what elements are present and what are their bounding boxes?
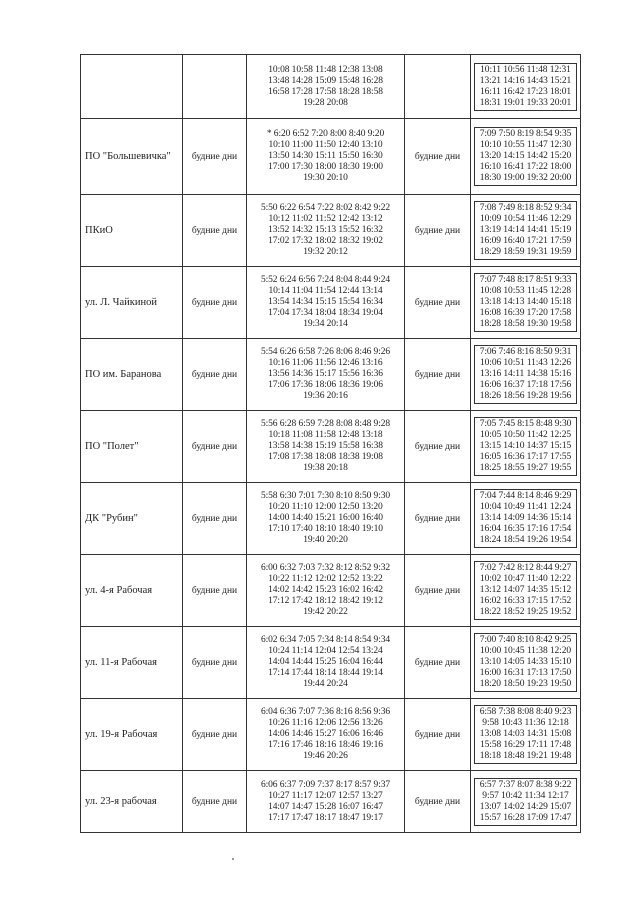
day-type-direction-2: будние дни — [405, 267, 471, 339]
stop-name: ПО "Большевичка" — [81, 119, 183, 195]
schedule-row — [81, 339, 581, 411]
schedule-row — [81, 771, 581, 833]
stop-name: ПО "Полет" — [81, 411, 183, 483]
schedule-row — [81, 627, 581, 699]
times-direction-1: 5:56 6:28 6:59 7:28 8:08 8:48 9:28 10:18 11:08 11:58 12:48 13:18 13:58 14:38 15:19 15:58 16:38 17:08 17:38 18:08 18:38 19:08 19:38 20:18 — [247, 411, 405, 483]
day-type-direction-1: будние дни — [183, 555, 247, 627]
schedule-row — [81, 411, 581, 483]
times-direction-2-cell — [471, 411, 581, 483]
stop-name: ул. Л. Чайкиной — [81, 267, 183, 339]
times-direction-1: 5:54 6:26 6:58 7:26 8:06 8:46 9:26 10:16 11:06 11:56 12:46 13:16 13:56 14:36 15:17 15:56 16:36 17:06 17:36 18:06 18:36 19:06 19:36 20:16 — [247, 339, 405, 411]
times-direction-2: 7:04 7:44 8:14 8:46 9:29 10:04 10:49 11:41 12:24 13:14 14:09 14:36 15:14 16:04 16:35 17:16 17:54 18:24 18:54 19:26 19:54 — [474, 489, 577, 548]
times-direction-1: 5:58 6:30 7:01 7:30 8:10 8:50 9:30 10:20 11:10 12:00 12:50 13:20 14:00 14:40 15:21 16:00 16:40 17:10 17:40 18:10 18:40 19:10 19:40 20:20 — [247, 483, 405, 555]
times-direction-2-cell — [471, 339, 581, 411]
day-type-direction-1: будние дни — [183, 483, 247, 555]
schedule-row — [81, 555, 581, 627]
times-direction-2: 7:06 7:46 8:16 8:50 9:31 10:06 10:51 11:43 12:26 13:16 14:11 14:38 15:16 16:06 16:37 17:18 17:56 18:26 18:56 19:28 19:56 — [474, 345, 577, 404]
times-direction-2: 7:07 7:48 8:17 8:51 9:33 10:08 10:53 11:45 12:28 13:18 14:13 14:40 15:18 16:08 16:39 17:20 17:58 18:28 18:58 19:30 19:58 — [474, 273, 577, 332]
day-type-direction-2: будние дни — [405, 411, 471, 483]
day-type-direction-2: будние дни — [405, 195, 471, 267]
stop-name: ул. 23-я рабочая — [81, 771, 183, 833]
times-direction-2-cell — [471, 195, 581, 267]
times-direction-1: 6:02 6:34 7:05 7:34 8:14 8:54 9:34 10:24 11:14 12:04 12:54 13:24 14:04 14:44 15:25 16:04 16:44 17:14 17:44 18:14 18:44 19:14 19:44 20:24 — [247, 627, 405, 699]
day-type-direction-1: будние дни — [183, 195, 247, 267]
stop-name: ул. 11-я Рабочая — [81, 627, 183, 699]
times-direction-2-cell — [471, 555, 581, 627]
day-type-direction-2: будние дни — [405, 119, 471, 195]
stop-name: ПКиО — [81, 195, 183, 267]
times-direction-2: 7:09 7:50 8:19 8:54 9:35 10:10 10:55 11:47 12:30 13:20 14:15 14:42 15:20 16:10 16:41 17:22 18:00 18:30 19:00 19:32 20:00 — [474, 127, 577, 186]
times-direction-1: * 6:20 6:52 7:20 8:00 8:40 9:20 10:10 11:00 11:50 12:40 13:10 13:50 14:30 15:11 15:50 16:30 17:00 17:30 18:00 18:30 19:00 19:30 20:10 — [247, 119, 405, 195]
times-direction-2-cell — [471, 119, 581, 195]
schedule-row — [81, 699, 581, 771]
day-type-direction-1: будние дни — [183, 699, 247, 771]
times-direction-2-cell — [471, 699, 581, 771]
times-direction-2-cell — [471, 771, 581, 833]
day-type-direction-2: будние дни — [405, 555, 471, 627]
day-type-direction-1: будние дни — [183, 119, 247, 195]
day-type-direction-2: будние дни — [405, 699, 471, 771]
times-direction-1: 6:06 6:37 7:09 7:37 8:17 8:57 9:37 10:27 11:17 12:07 12:57 13:27 14:07 14:47 15:28 16:07 16:47 17:17 17:47 18:17 18:47 19:17 — [247, 771, 405, 833]
stop-name — [81, 55, 183, 119]
times-direction-1: 6:04 6:36 7:07 7:36 8:16 8:56 9:36 10:26 11:16 12:06 12:56 13:26 14:06 14:46 15:27 16:06 16:46 17:16 17:46 18:16 18:46 19:16 19:46 20:26 — [247, 699, 405, 771]
times-direction-2-cell — [471, 55, 581, 119]
times-direction-2: 7:05 7:45 8:15 8:48 9:30 10:05 10:50 11:42 12:25 13:15 14:10 14:37 15:15 16:05 16:36 17:17 17:55 18:25 18:55 19:27 19:55 — [474, 417, 577, 476]
times-direction-2-cell — [471, 483, 581, 555]
times-direction-2: 6:58 7:38 8:08 8:40 9:23 9:58 10:43 11:36 12:18 13:08 14:03 14:31 15:08 15:58 16:29 17:11 17:48 18:18 18:48 19:21 19:48 — [474, 705, 577, 764]
schedule-row — [81, 119, 581, 195]
times-direction-1: 10:08 10:58 11:48 12:38 13:08 13:48 14:28 15:09 15:48 16:28 16:58 17:28 17:58 18:28 18:58 19:28 20:08 — [247, 55, 405, 119]
day-type-direction-2: будние дни — [405, 339, 471, 411]
times-direction-2: 7:08 7:49 8:18 8:52 9:34 10:09 10:54 11:46 12:29 13:19 14:14 14:41 15:19 16:09 16:40 17:21 17:59 18:29 18:59 19:31 19:59 — [474, 201, 577, 260]
schedule-row — [81, 55, 581, 119]
times-direction-1: 6:00 6:32 7:03 7:32 8:12 8:52 9:32 10:22 11:12 12:02 12:52 13:22 14:02 14:42 15:23 16:02 16:42 17:12 17:42 18:12 18:42 19:12 19:42 20:22 — [247, 555, 405, 627]
stop-name: ПО им. Баранова — [81, 339, 183, 411]
times-direction-1: 5:52 6:24 6:56 7:24 8:04 8:44 9:24 10:14 11:04 11:54 12:44 13:14 13:54 14:34 15:15 15:54 16:34 17:04 17:34 18:04 18:34 19:04 19:34 20:14 — [247, 267, 405, 339]
day-type-direction-1: будние дни — [183, 771, 247, 833]
day-type-direction-2 — [405, 55, 471, 119]
day-type-direction-1: будние дни — [183, 339, 247, 411]
stop-name: ул. 4-я Рабочая — [81, 555, 183, 627]
times-direction-2-cell — [471, 267, 581, 339]
schedule-row — [81, 267, 581, 339]
day-type-direction-1: будние дни — [183, 267, 247, 339]
day-type-direction-1 — [183, 55, 247, 119]
times-direction-1: 5:50 6:22 6:54 7:22 8:02 8:42 9:22 10:12 11:02 11:52 12:42 13:12 13:52 14:32 15:13 15:52 16:32 17:02 17:32 18:02 18:32 19:02 19:32 20:12 — [247, 195, 405, 267]
times-direction-2-cell — [471, 627, 581, 699]
times-direction-2: 7:00 7:40 8:10 8:42 9:25 10:00 10:45 11:38 12:20 13:10 14:05 14:33 15:10 16:00 16:31 17:13 17:50 18:20 18:50 19:23 19:50 — [474, 633, 577, 692]
times-direction-2: 6:57 7:37 8:07 8:38 9:22 9:57 10:42 11:34 12:17 13:07 14:02 14:29 15:07 15:57 16:28 17:09 17:47 — [474, 778, 577, 826]
schedule-row — [81, 483, 581, 555]
times-direction-2: 7:02 7:42 8:12 8:44 9:27 10:02 10:47 11:40 12:22 13:12 14:07 14:35 15:12 16:02 16:33 17:15 17:52 18:22 18:52 19:25 19:52 — [474, 561, 577, 620]
day-type-direction-2: будние дни — [405, 771, 471, 833]
stop-name: ул. 19-я Рабочая — [81, 699, 183, 771]
scan-speck — [232, 858, 234, 860]
schedule-table — [80, 54, 581, 833]
schedule-row — [81, 195, 581, 267]
times-direction-2: 10:11 10:56 11:48 12:31 13:21 14:16 14:43 15:21 16:11 16:42 17:23 18:01 18:31 19:01 19:33 20:01 — [474, 63, 577, 111]
stop-name: ДК "Рубин" — [81, 483, 183, 555]
day-type-direction-2: будние дни — [405, 483, 471, 555]
day-type-direction-1: будние дни — [183, 627, 247, 699]
day-type-direction-2: будние дни — [405, 627, 471, 699]
day-type-direction-1: будние дни — [183, 411, 247, 483]
